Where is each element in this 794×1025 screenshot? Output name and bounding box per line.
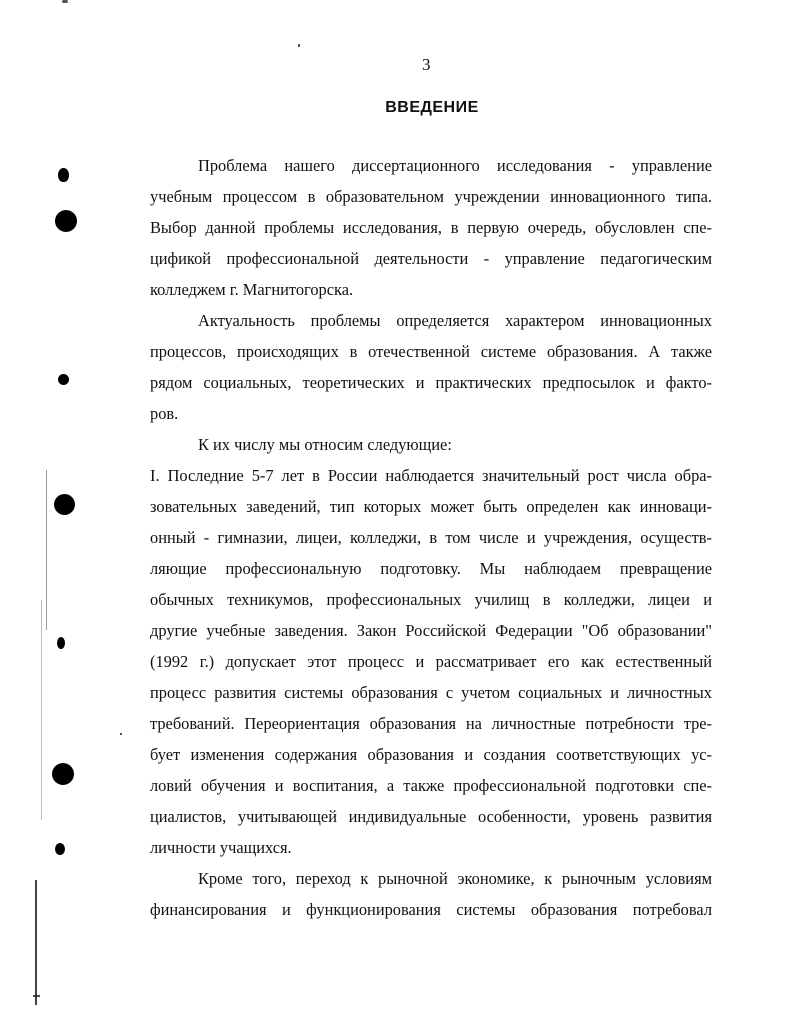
text-line: процесс развития системы образования с учетом социальных и личностных [150,683,712,702]
text-line: другие учебные заведения. Закон Российской Федерации "Об образовании" [150,621,712,640]
punch-hole [57,637,65,649]
text-line: зовательных заведений, тип которых может быть определен как инноваци- [150,497,712,516]
text-line: (1992 г.) допускает этот процесс и рассматривает его как естественный [150,652,712,671]
text-line: ловий обучения и воспитания, а также профессиональной подготовки спе- [150,776,712,795]
text-line: циалистов, учитывающей индивидуальные особенности, уровень развития [150,807,712,826]
section-heading: ВВЕДЕНИЕ [385,99,479,116]
punch-hole [55,210,77,232]
text-line: Проблема нашего диссертационного исследования - управление [198,156,712,175]
text-line: личности учащихся. [150,838,292,857]
punch-hole [55,843,65,855]
text-line: финансирования и функционирования системы образования потребовал [150,900,712,919]
page-number: 3 [422,55,431,74]
text-line: процессов, происходящих в отечественной системе образования. А также [150,342,712,361]
text-line: требований. Переориентация образования на личностные потребности тре- [150,714,712,733]
scan-edge [33,995,40,997]
scan-edge [46,470,47,630]
text-line: Кроме того, переход к рыночной экономике, к рыночным условиям [198,869,712,888]
scan-speck [62,0,68,3]
text-line: ляющие профессиональную подготовку. Мы наблюдаем превращение [150,559,712,578]
text-line: бует изменения содержания образования и создания соответствующих ус- [150,745,712,764]
scan-speck [298,44,300,47]
text-line: Актуальность проблемы определяется характером инновационных [198,311,712,330]
text-line: онный - гимназии, лицеи, колледжи, в том числе и учреждения, осуществ- [150,528,712,547]
scan-speck [120,733,122,735]
text-line: Выбор данной проблемы исследования, в первую очередь, обусловлен спе- [150,218,712,237]
text-line: рядом социальных, теоретических и практических предпосылок и факто- [150,373,712,392]
body-text [150,150,712,925]
scan-edge [41,600,42,820]
text-line: К их числу мы относим следующие: [198,435,452,454]
text-line: учебным процессом в образовательном учреждении инновационного типа. [150,187,712,206]
punch-hole [58,168,69,182]
punch-hole [52,763,74,785]
text-line: колледжем г. Магнитогорска. [150,280,354,299]
text-line: I. Последние 5-7 лет в России наблюдается значительный рост числа обра- [150,466,712,485]
text-line: обычных техникумов, профессиональных училищ в колледжи, лицеи и [150,590,712,609]
text-line: ров. [150,404,179,423]
text-line: цификой профессиональной деятельности - управление педагогическим [150,249,712,268]
scan-edge [35,880,37,1005]
punch-hole [54,494,75,515]
punch-hole [58,374,69,385]
